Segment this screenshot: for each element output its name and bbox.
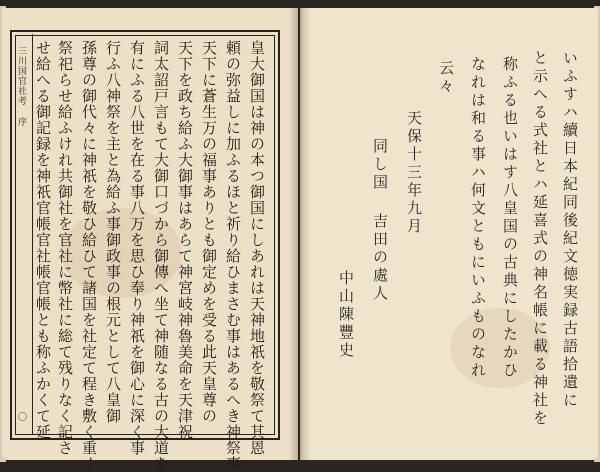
- text-column: 詞太詔戸言もて大御口づから御傳へ坐て神随なる古の大道を: [152, 40, 170, 472]
- location-line: 同し国 吉田の處人: [371, 138, 389, 303]
- handwritten-column: いふすハ續日本紀同後紀文徳実録古語拾遺に: [561, 50, 579, 410]
- date-line: 天保十三年九月: [405, 110, 423, 236]
- book-gutter: [289, 8, 311, 460]
- handwritten-column: 云々: [437, 60, 455, 96]
- text-column: せ給へる御記録を神祇官帳官社帳官帳とも称ふかくて延: [34, 40, 52, 440]
- hashira-title: 三川国官社考 序: [16, 46, 26, 127]
- handwritten-column: なれは和る事ハ何文ともにいふものなれ: [469, 56, 487, 380]
- handwritten-column: と示へる式社とハ延喜式の神名帳に載る神社を: [531, 50, 549, 428]
- text-column: 孫尊の御代々に神祇を敬ひ給ひて諸国を社定て程き敷く重く: [80, 40, 98, 472]
- hashira-page-number: 〇: [16, 412, 26, 422]
- text-column: 行ふ八神祭を主と為給ふ事御政事の根元として八皇御: [104, 40, 122, 424]
- author-signature: 中山陳豐史: [337, 270, 355, 360]
- text-column: 祭祀らせ給ふけれ共御社を官社に幣社に総て残りなく記さ: [56, 40, 74, 456]
- text-column: 頼の弥益しに加ふるほと祈り給ひまさむ事はあるへき神祭事: [224, 40, 242, 472]
- text-column: 皇大御国は神の本つ御国にしあれは天神地祇を敬祭て其恩: [248, 40, 266, 456]
- text-column: 有にふる八世を在る事八万を思ひ奉り神祇を御心に深く事: [128, 40, 146, 456]
- text-column: 天下に蒼生万の福事ありとも御定めを受る此天皇尊の: [200, 40, 218, 424]
- handwritten-column: 称ふる也いはす八皇国の古典にしたかひ: [501, 56, 519, 380]
- text-column: 天下を政ち給ふ大御事はあらて神宮岐神魯美命を天津祝: [176, 40, 194, 440]
